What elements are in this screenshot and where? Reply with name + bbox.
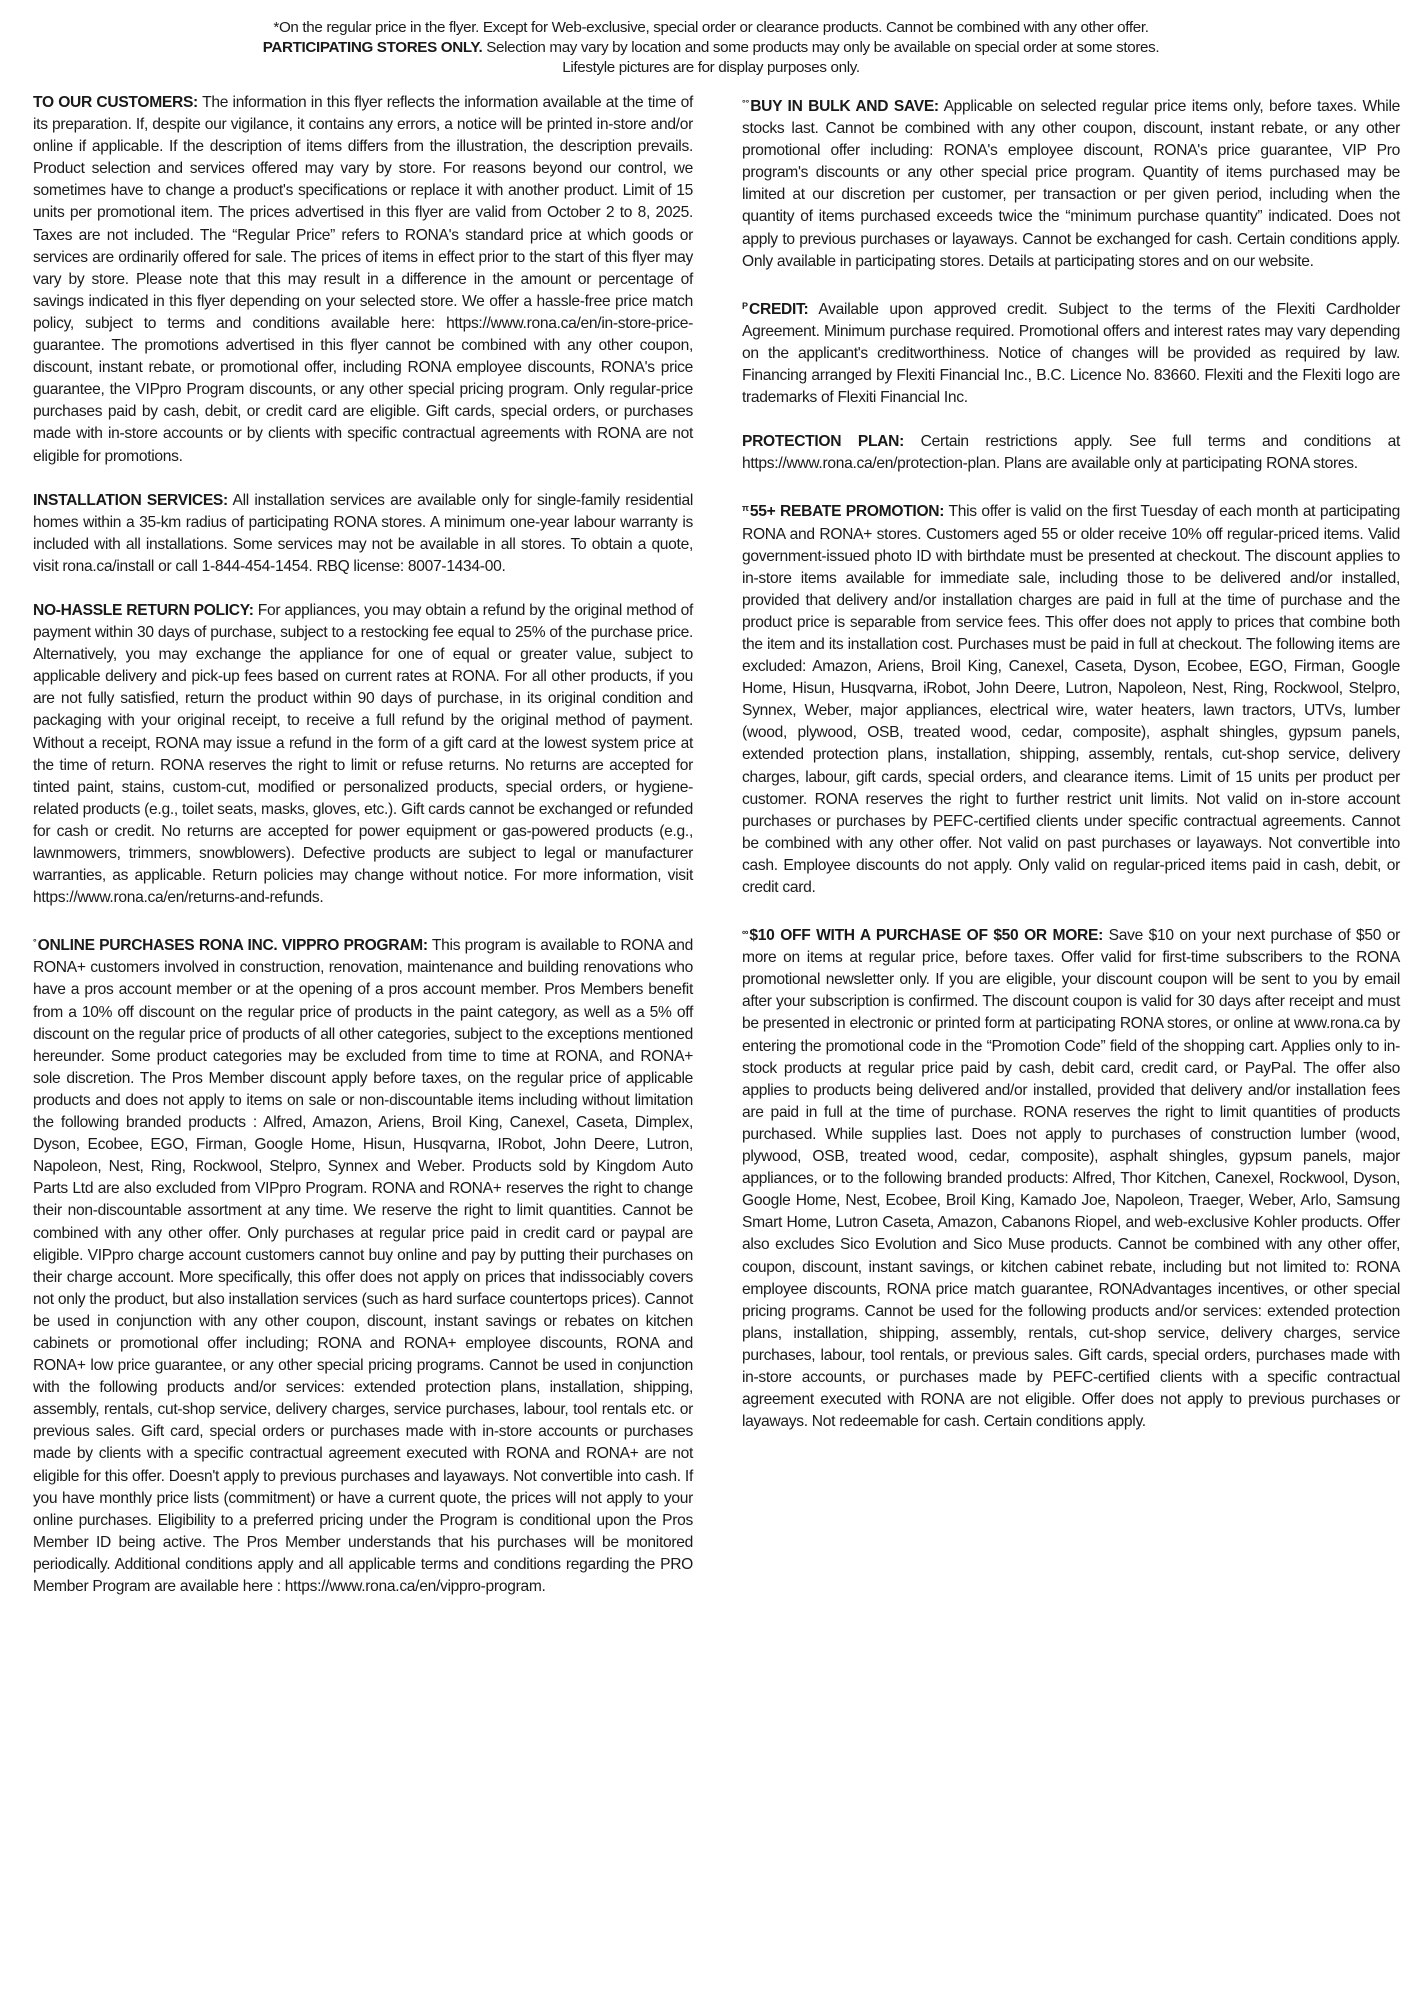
section-heading: $10 OFF WITH A PURCHASE OF $50 OR MORE:	[749, 927, 1103, 945]
section-vippro-program	[33, 931, 693, 1598]
right-column	[742, 92, 1400, 1455]
section-body: Available upon approved credit. Subject to the terms of the Flexiti Cardholder Agreement. Minimum purchase required. Promotional offers and interest rates may vary depending on the applicant's creditworthiness. Notice of changes will be provided as required by law. Financing arranged by Flexiti Financial Inc., B.C. Licence No. 83660. Flexiti and the Flexiti logo are trademarks of Flexiti Financial Inc.	[742, 300, 1400, 407]
section-heading: INSTALLATION SERVICES:	[33, 491, 228, 509]
section-credit	[742, 295, 1400, 409]
section-return-policy	[33, 600, 693, 909]
notice-line-1: *On the regular price in the flyer. Except for Web-exclusive, special order or clearance products. Cannot be combined with any other offer.	[273, 19, 1149, 36]
section-10-off-50	[742, 921, 1400, 1433]
notice-line-2-bold: PARTICIPATING STORES ONLY.	[262, 39, 483, 56]
left-column	[33, 92, 693, 1620]
section-heading: BUY IN BULK AND SAVE:	[750, 98, 939, 115]
footnote-marker: P	[742, 300, 749, 311]
section-body: The information in this flyer reflects the information available at the time of its preparation. If, despite our vigilance, it contains any errors, a notice will be printed in-store and/or online if applicable. If the description of items differs from the illustration, the description prevails. Product selection and services offered may vary by store. For reasons beyond our control, we sometimes have to change a product's specifications or replace it with another product. Limit of 15 units per promotional item. The prices advertised in this flyer are valid from October 2 to 8, 2025. Taxes are not included. The “Regular Price” refers to RONA's standard price at which goods or services are ordinarily offered for sale. The prices of items in effect prior to the start of this flyer may vary by store. Please note that this may result in a difference in the amount or percentage of savings indicated in this flyer depending on your selected store. We offer a hassle-free price match policy, subject to terms and conditions available here: https://www.rona.ca/en/in-store-price-guarantee. The promotions advertised in this flyer cannot be combined with any other coupon, discount, instant rebate, or promotional offer, including RONA employee discounts, RONA's price guarantee, the VIPpro Program discounts, or any other special pricing program. Only regular-price purchases paid by cash, debit, or credit card are eligible. Gift cards, special orders, or purchases made with in-store accounts or by clients with specific contractual agreements with RONA are not eligible for promotions.	[33, 94, 693, 465]
section-heading: CREDIT:	[749, 300, 809, 318]
section-heading: NO-HASSLE RETURN POLICY:	[33, 601, 254, 619]
section-heading: ONLINE PURCHASES RONA INC. VIPPRO PROGRAM:	[37, 937, 428, 955]
section-body: Certain restrictions apply. See full terms and conditions at https://www.rona.ca/en/protection-plan. Plans are available only at participating RONA stores.	[742, 433, 1400, 473]
notice-line-3: Lifestyle pictures are for display purposes only.	[562, 59, 860, 76]
section-body: Save $10 on your next purchase of $50 or more on items at regular price, before taxes. Offer valid for first-time subscribers to the RONA promotional newsletter only. If you are eligible, your discount coupon will be sent to you by email after your subscription is confirmed. The discount coupon is valid for 30 days after receipt and must be presented in electronic or printed form at participating RONA stores, or online at www.rona.ca by entering the promotional code in the “Promotion Code” field of the shopping cart. Applies only to in-stock products at regular price paid by cash, debit card, credit card, or PayPal. The offer also applies to products being delivered and/or installed, provided that delivery and/or installation fees are paid in full at the time of purchase. RONA reserves the right to limit quantities of products purchased. While supplies last. Does not apply to purchases of construction lumber (wood, plywood, OSB, treated wood, cedar, composite), asphalt shingles, gypsum panels, major appliances, or to the following branded products: Alfred, Thor Kitchen, Canexel, Rockwool, Dyson, Google Home, Nest, Ecobee, Broil King, Kamado Joe, Napoleon, Traeger, Weber, Arlo, Samsung Smart Home, Lutron Caseta, Amazon, Cabanons Riopel, and web-exclusive Kohler products. Offer also excludes Sico Evolution and Sico Muse products. Cannot be combined with any other offer, coupon, discount, instant savings, or kitchen cabinet rebate, including but not limited to: RONA employee discounts, RONA price match guarantee, RONAdvantages incentives, or other special pricing programs. Cannot be used for the following products and/or services: extended protection plans, installation, shipping, assembly, rentals, cut-shop service, delivery charges, service purchases, labour, tool rentals, or previous sales. Gift cards, special orders, purchases made with in-store accounts, or purchases made by PEFC-certified clients with a specific contractual agreement executed with RONA are not eligible. Offer does not apply to previous purchases or layaways. Not redeemable for cash. Certain conditions apply.	[742, 927, 1400, 1431]
notice-line-2-rest: Selection may vary by location and some products may only be available on special order at some stores.	[482, 39, 1160, 56]
section-installation-services	[33, 490, 693, 578]
footnote-marker: ∞	[742, 927, 749, 938]
section-buy-in-bulk	[742, 92, 1400, 273]
footnote-marker: °	[33, 937, 37, 948]
notice-line-2	[0, 38, 1422, 58]
section-body: For appliances, you may obtain a refund by the original method of payment within 30 days of purchase, subject to a restocking fee equal to 25% of the purchase price. Alternatively, you may exchange the appliance for one of equal or greater value, subject to applicable delivery and pick-up fees based on current rates at RONA. For all other products, if you are not fully satisfied, return the product within 90 days of purchase, in its original condition and packaging with your original receipt, to receive a full refund by the original method of payment. Without a receipt, RONA may issue a refund in the form of a gift card at the lowest system price at the time of return. RONA reserves the right to limit or refuse returns. No returns are accepted for tinted paint, stains, custom-cut, modified or personalized products, special orders, or hygiene-related products (e.g., toilet seats, masks, gloves, etc.). Gift cards cannot be exchanged or refunded for cash or credit. No returns are accepted for power equipment or gas-powered products (e.g., lawnmowers, trimmers, snowblowers). Defective products are subject to legal or manufacturer warranties, as applicable. Return policies may change without notice. For more information, visit https://www.rona.ca/en/returns-and-refunds.	[33, 601, 693, 907]
section-protection-plan	[742, 431, 1400, 475]
section-body: This program is available to RONA and RONA+ customers involved in construction, renovation, maintenance and building renovations who have a pros account member or at the opening of a pros account member. Pros Members benefit from a 10% off discount on the regular price of products in the paint category, as well as a 5% off discount on the regular price of products of all other categories, subject to the exceptions mentioned hereunder. Some product categories may be excluded from time to time at RONA, and RONA+ sole discretion. The Pros Member discount apply before taxes, on the regular price of applicable products and does not apply to items on sale or non-discountable items including without limitation the following branded products : Alfred, Amazon, Ariens, Broil King, Canexel, Caseta, Dimplex, Dyson, Ecobee, EGO, Firman, Google Home, Hisun, Husqvarna, IRobot, John Deere, Lutron, Napoleon, Nest, Ring, Rockwool, Stelpro, Synnex and Weber. Products sold by Kingdom Auto Parts Ltd are also excluded from VIPpro Program. RONA and RONA+ reserves the right to change their non-discountable assortment at any time. We reserve the right to limit quantities. Cannot be combined with any other offer. Only purchases at regular price paid in credit card or paypal are eligible. VIPpro charge account customers cannot buy online and pay by putting their purchases on their charge account. More specifically, this offer does not apply on prices that indissociably covers not only the product, but also installation services (such as hard surface countertops prices). Cannot be used in conjunction with any other coupon, discount, instant savings or rebates on kitchen cabinets or promotional offer including; RONA and RONA+ employee discounts, RONA and RONA+ low price guarantee, or any other special pricing programs. Cannot be used in conjunction with the following products and/or services: extended protection plans, installation, shipping, assembly, rentals, cut-shop service, delivery charges, service purchases, labour, tool rentals etc. or previous sales. Gift card, special orders or purchases made with in-store accounts or purchases made by clients with a specific contractual agreement executed with RONA and RONA+ are not eligible for this offer. Doesn't apply to previous purchases and layaways. Not convertible into cash. If you have monthly price lists (commitment) or have a current quote, the prices will not apply to your online purchases. Eligibility to a preferred pricing under the Program is conditional upon the Pros Member ID being active. The Pros Member understands that his purchases will be monitored periodically. Additional conditions apply and all applicable terms and conditions regarding the PRO Member Program are available here : https://www.rona.ca/en/vippro-program.	[33, 937, 693, 1595]
section-body: All installation services are available only for single-family residential homes within a 35-km radius of participating RONA stores. A minimum one-year labour warranty is included with all installations. Some services may not be available in all stores. To obtain a quote, visit rona.ca/install or call 1-844-454-1454. RBQ license: 8007-1434-00.	[33, 491, 694, 575]
section-55-rebate	[742, 497, 1400, 899]
section-body: This offer is valid on the first Tuesday of each month at participating RONA and RONA+ stores. Customers aged 55 or older receive 10% off regular-priced items. Valid government-issued photo ID with birthdate must be presented at checkout. The discount applies to in-store items available for immediate sale, including those to be delivered and/or installed, provided that delivery and/or installation charges are paid in full at the time of purchase and the product price is separable from service fees. This offer does not apply to prices that combine both the item and its installation cost. Purchases must be paid in full at checkout. The following items are excluded: Amazon, Ariens, Broil King, Canexel, Caseta, Dyson, Ecobee, EGO, Firman, Google Home, Hisun, Husqvarna, iRobot, John Deere, Lutron, Napoleon, Nest, Ring, Rockwool, Stelpro, Synnex, Weber, major appliances, electrical wire, water heaters, lawn tractors, UTVs, lumber (wood, plywood, OSB, treated wood, cedar, composite), asphalt shingles, gypsum panels, extended protection plans, installation, shipping, assembly, rentals, cut-shop service, delivery charges, labour, gift cards, special orders, and clearance items. Limit of 15 units per product per customer. RONA reserves the right to further restrict unit limits. Not valid on in-store account purchases or purchases by PEFC-certified clients under specific contractual agreements. Cannot be combined with any other offer. Not valid on past purchases or layaways. Not convertible into cash. Employee discounts do not apply. Only valid on regular-priced items paid in cash, debit, or credit card.	[742, 503, 1400, 896]
section-to-our-customers	[33, 92, 693, 468]
section-heading: TO OUR CUSTOMERS:	[33, 94, 198, 111]
section-heading: 55+ REBATE PROMOTION:	[749, 503, 945, 521]
footnote-marker: °°	[742, 98, 750, 108]
section-heading: PROTECTION PLAN:	[742, 433, 904, 451]
top-notice	[0, 18, 1422, 78]
footnote-marker: π	[742, 503, 749, 514]
section-body: Applicable on selected regular price items only, before taxes. While stocks last. Cannot be combined with any other coupon, discount, instant rebate, or any other promotional offer including: RONA's employee discount, RONA's price guarantee, VIP Pro program's discounts or any other special price program. Quantity of items purchased may be limited at our discretion per customer, per transaction or per given period, including when the quantity of items purchased exceeds twice the “minimum purchase quantity” indicated. Does not apply to previous purchases or layaways. Cannot be exchanged for cash. Certain conditions apply. Only available in participating stores. Details at participating stores and on our website.	[742, 98, 1400, 270]
